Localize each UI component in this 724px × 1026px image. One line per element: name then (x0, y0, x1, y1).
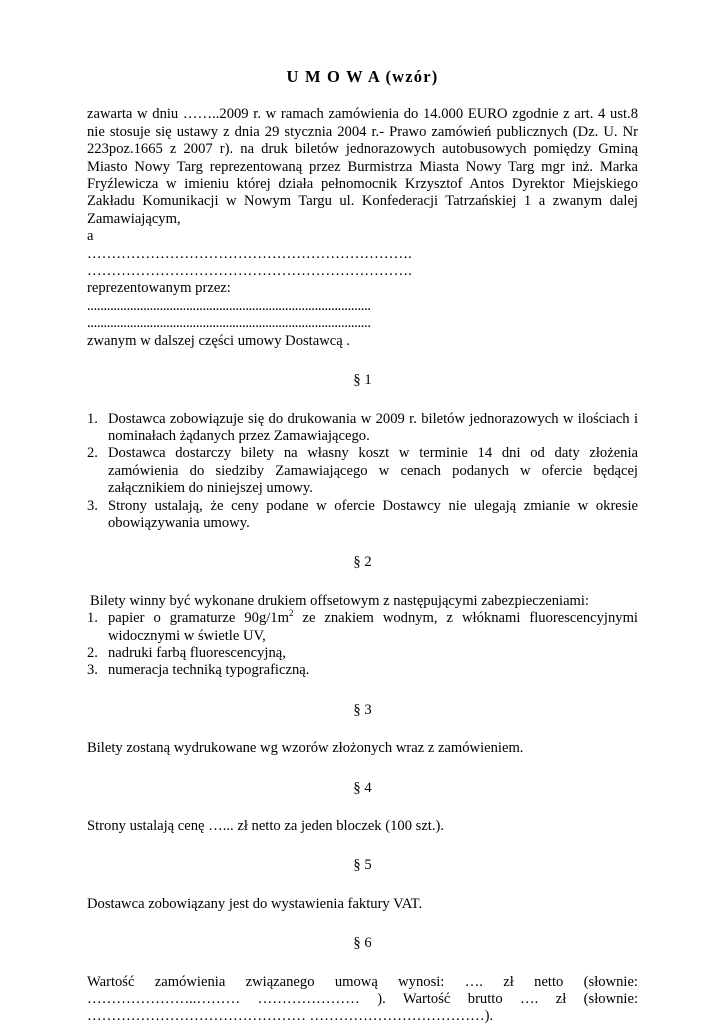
list-item (87, 645, 638, 662)
list-item-number: 2. (87, 644, 98, 661)
list-item (87, 662, 638, 679)
section-2-list (87, 610, 638, 680)
section-1-heading: § 1 (353, 372, 372, 389)
list-item-text-b: ze znakiem wodnym, z włóknami fluorescencyjnymi widocznymi w świetle UV, (108, 610, 638, 644)
superscript-exponent: 2 (288, 608, 294, 619)
list-item (87, 498, 638, 533)
section-2-heading: § 2 (353, 554, 372, 571)
section-6-text: Wartość zamówienia związanego umową wynosi: …. zł netto (słownie: …………………..……… ………………… ). Wartość brutto …. zł (słownie: ……………………………………… ………………………………). (87, 973, 638, 1025)
section-6-heading: § 6 (353, 935, 372, 952)
represented-by-label: reprezentowanym przez: (87, 280, 231, 297)
section-3-text: Bilety zostaną wydrukowane wg wzorów złożonych wraz z zamówieniem. (87, 740, 524, 757)
list-item-text: Dostawca dostarczy bilety na własny koszt w terminie 14 dni od daty złożenia zamówienia do siedziby Zamawiającego w cenach podanych w ofercie będącej załącznikiem do niniejszej umowy. (108, 445, 638, 497)
document-title: U M O W A (wzór) (286, 67, 439, 86)
list-item-number: 3. (87, 662, 98, 679)
document-page (87, 68, 638, 1026)
list-item (87, 445, 638, 497)
section-4-text: Strony ustalają cenę …... zł netto za jeden bloczek (100 szt.). (87, 818, 445, 834)
preamble-paragraph: zawarta w dniu ……..2009 r. w ramach zamówienia do 14.000 EURO zgodnie z art. 4 ust.8 nie stosuje się ustawy z dnia 29 stycznia 2004 r.- Prawo zamówień publicznych (Dz. U. Nr 223poz.1665 z 2007 r). na druk biletów jednorazowych autobusowych pomiędzy Gminą Miasto Nowy Targ reprezentowaną przez Burmistrza Miasta Nowy Targ mgr inż. Marka Fryźlewicza w imieniu której działa pełnomocnik Krzysztof Antos Dyrektor Miejskiego Zakładu Komunikacji w Nowym Targu ul. Konfederacji Tatrzańskiej 1 a zwanym dalej Zamawiającym, (87, 106, 638, 227)
representative-dots-line-2: ...................................................................................... (87, 315, 371, 332)
section-3-heading: § 3 (353, 701, 372, 718)
section-5-heading: § 5 (353, 857, 372, 874)
list-item-text-a: papier o gramaturze 90g/1m (108, 610, 289, 627)
list-item-number: 2. (87, 445, 98, 462)
section-2-intro: Bilety winny być wykonane drukiem offsetowym z następującymi zabezpieczeniami: (90, 592, 590, 609)
supplier-name-dots-line-2: …………………………………………………………. (87, 263, 412, 280)
list-item (87, 411, 638, 446)
list-item-text: Dostawca zobowiązuje się do drukowania w 2009 r. biletów jednorazowych w ilościach i nominałach żądanych przez Zamawiającego. (108, 410, 638, 444)
list-item-number: 3. (87, 497, 98, 514)
list-item-text: nadruki farbą fluorescencyjną, (108, 644, 286, 661)
list-item-number: 1. (87, 410, 98, 427)
section-5-text: Dostawca zobowiązany jest do wystawienia faktury VAT. (87, 895, 423, 912)
list-item-text: Strony ustalają, że ceny podane w ofercie Dostawcy nie ulegają zmianie w okresie obowiązywania umowy. (108, 497, 638, 531)
party-separator: a (87, 228, 94, 245)
list-item-text: numeracja techniką typograficzną. (108, 662, 310, 679)
representative-dots-line-1: ...................................................................................... (87, 297, 371, 314)
section-4-heading: § 4 (353, 779, 372, 796)
list-item (87, 610, 638, 645)
section-1-list (87, 411, 638, 533)
supplier-clause: zwanym w dalszej części umowy Dostawcą . (87, 332, 351, 349)
list-item-number: 1. (87, 610, 98, 627)
supplier-name-dots-line-1: …………………………………………………………. (87, 245, 412, 262)
